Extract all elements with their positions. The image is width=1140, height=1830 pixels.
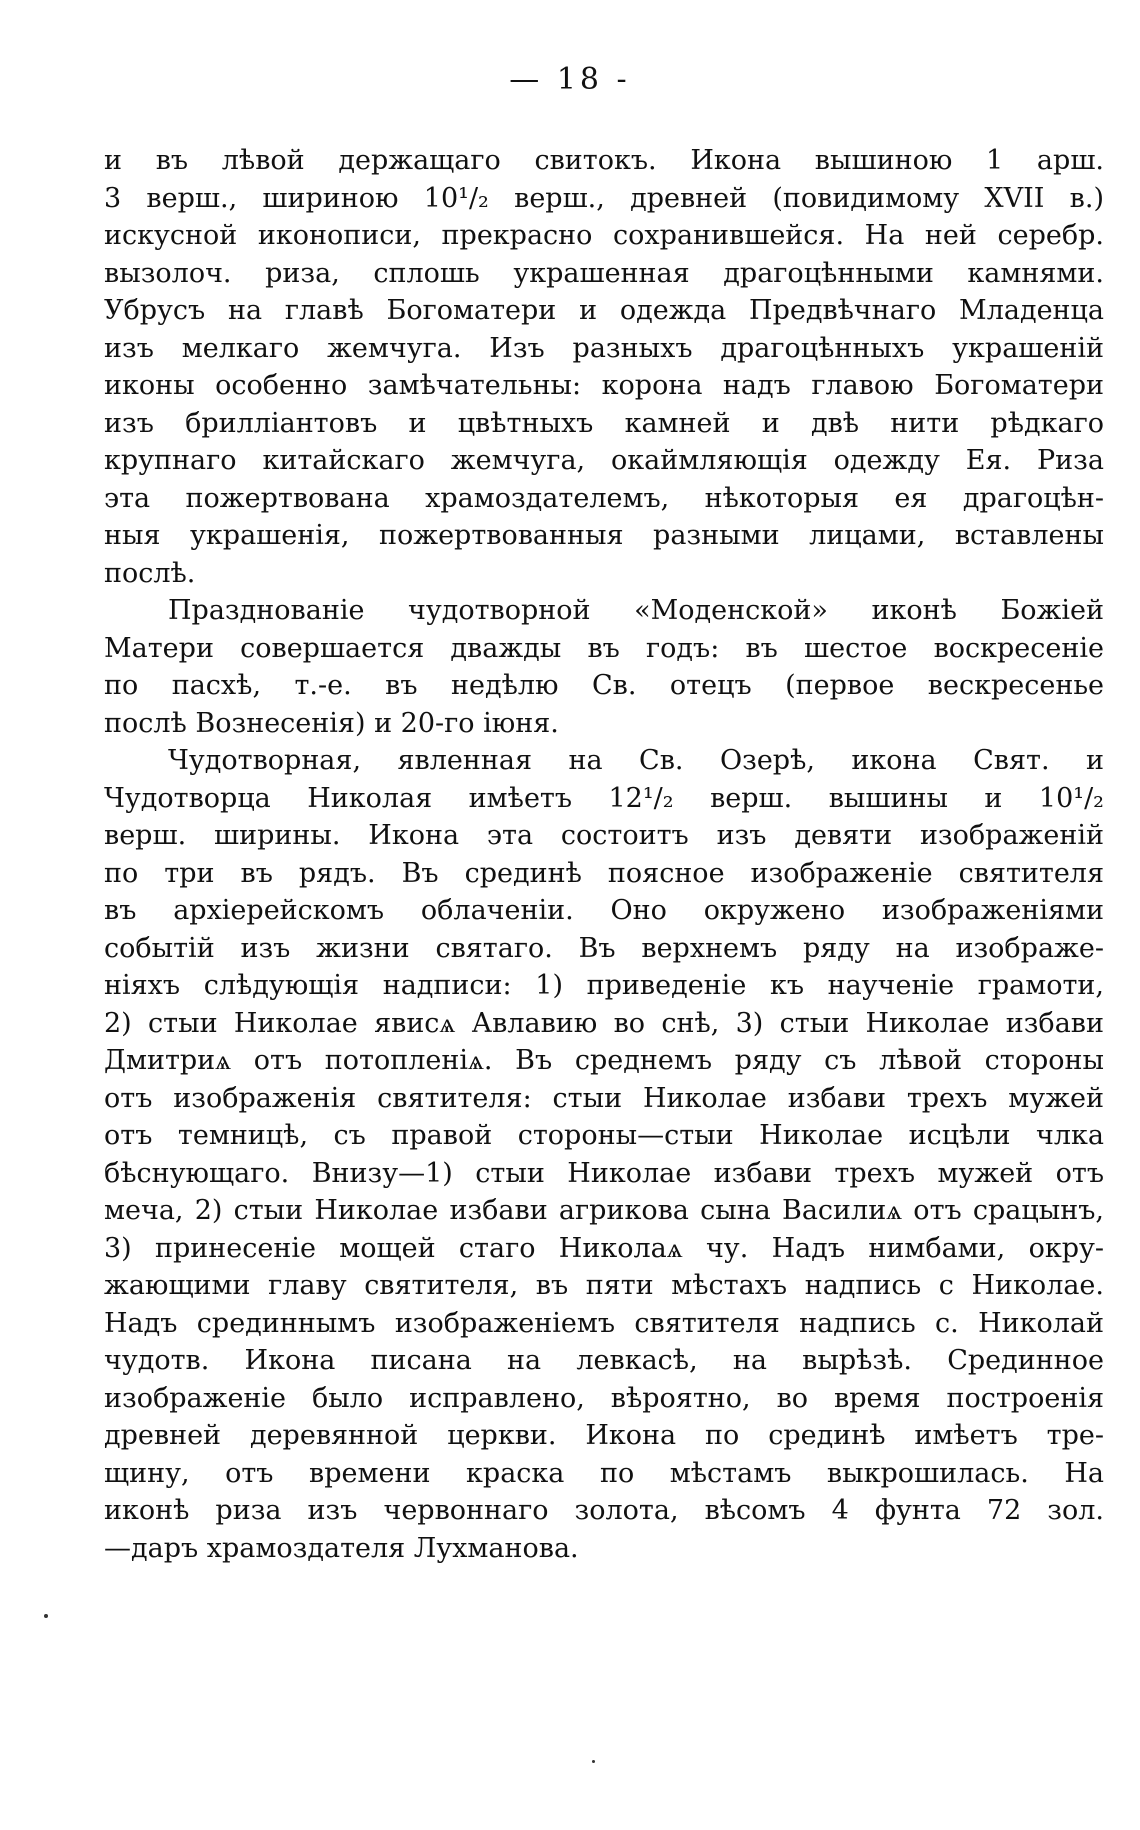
text-line: изъ мелкаго жемчуга. Изъ разныхъ драгоцѣнныхъ украшеній: [104, 332, 1104, 364]
text-line: искусной иконописи, прекрасно сохранившейся. На ней серебр.: [104, 220, 1104, 251]
text-line: вызолоч. риза, сплошь украшенная драгоцѣнными камнями.: [104, 257, 1104, 289]
text-line: отъ темницѣ, съ правой стороны—стыи Николае исцѣли члка: [104, 1120, 1104, 1151]
text-line: иконы особенно замѣчательны: корона надъ главою Богоматери: [104, 370, 1104, 401]
text-line: Матери совершается дважды въ годъ: въ шестое воскресенiе: [104, 632, 1104, 664]
text-line: бѣснующаго. Внизу—1) стыи Николае избави трехъ мужей отъ: [104, 1157, 1104, 1189]
text-line: 2) стыи Николае явисѧ Авлавию во снѣ, 3) стыи Николае избави: [104, 1007, 1104, 1039]
text-line: меча, 2) стыи Николае избави агрикова сына Василиѧ отъ срацынъ,: [104, 1195, 1104, 1226]
text-line: эта пожертвована храмоздателемъ, нѣкоторыя ея драгоцѣн-: [104, 482, 1104, 514]
text-line: по три въ рядъ. Въ срединѣ поясное изображенiе святителя: [104, 857, 1104, 889]
text-line: —даръ храмоздателя Лухманова.: [104, 1532, 579, 1564]
text-line: Чудотворная, явленная на Св. Озерѣ, икона Свят. и: [168, 745, 1104, 776]
text-line: 3) принесенiе мощей стаго Николаѧ чу. Надъ нимбами, окру-: [104, 1232, 1104, 1264]
text-line: иконѣ риза изъ червоннаго золота, вѣсомъ 4 фунта 72 зол.: [104, 1495, 1104, 1526]
text-line: Чудотворца Николая имѣетъ 12¹/₂ верш. вышины и 10¹/₂: [104, 782, 1104, 814]
text-line: чудотв. Икона писана на левкасѣ, на вырѣзѣ. Срединное: [104, 1345, 1104, 1376]
text-line: послѣ.: [104, 557, 196, 589]
text-line: древней деревянной церкви. Икона по срединѣ имѣетъ тре-: [104, 1420, 1104, 1451]
text-line: Дмитриѧ отъ потопленiѧ. Въ среднемъ ряду съ лѣвой стороны: [104, 1045, 1104, 1076]
text-line: крупнаго китайскаго жемчуга, окаймляющiя одежду Ея. Риза: [104, 445, 1104, 476]
text-line: послѣ Вознесенiя) и 20-го iюня.: [104, 707, 559, 739]
text-line: событiй изъ жизни святаго. Въ верхнемъ ряду на изображе-: [104, 932, 1104, 964]
text-line: ныя украшенiя, пожертвованныя разными лицами, вставлены: [104, 520, 1104, 551]
text-line: по пасхѣ, т.-е. въ недѣлю Св. отецъ (первое вескресенье: [104, 670, 1104, 701]
text-line: Празднованiе чудотворной «Моденской» иконѣ Божiей: [168, 595, 1104, 626]
text-line: Надъ срединнымъ изображенiемъ святителя надпись с. Николай: [104, 1307, 1104, 1339]
text-line: 3 верш., шириною 10¹/₂ верш., древней (повидимому XVII в.): [104, 182, 1104, 214]
text-line: и въ лѣвой держащаго свитокъ. Икона вышиною 1 арш.: [104, 145, 1104, 176]
text-line: въ архiерейскомъ облаченiи. Оно окружено изображенiями: [104, 895, 1104, 926]
text-line: жающими главу святителя, въ пяти мѣстахъ надпись с Николае.: [104, 1270, 1104, 1301]
text-line: нiяхъ слѣдующiя надписи: 1) приведенiе къ наученiе грамоти,: [104, 970, 1104, 1001]
text-line: отъ изображенiя святителя: стыи Николае избави трехъ мужей: [104, 1082, 1104, 1114]
text-line: верш. ширины. Икона эта состоитъ изъ девяти изображенiй: [104, 820, 1104, 851]
text-line: изображенiе было исправлено, вѣроятно, во время построенiя: [104, 1382, 1104, 1414]
print-speck: [592, 1760, 595, 1763]
text-line: Убрусъ на главѣ Богоматери и одежда Предвѣчнаго Младенца: [104, 295, 1104, 326]
text-line: щину, отъ времени краска по мѣстамъ выкрошилась. На: [104, 1457, 1104, 1489]
page-number: — 18 -: [509, 62, 631, 97]
print-speck: [44, 1614, 48, 1618]
text-line: изъ бриллiантовъ и цвѣтныхъ камней и двѣ нити рѣдкаго: [104, 407, 1104, 439]
body-text: [104, 142, 1104, 1567]
